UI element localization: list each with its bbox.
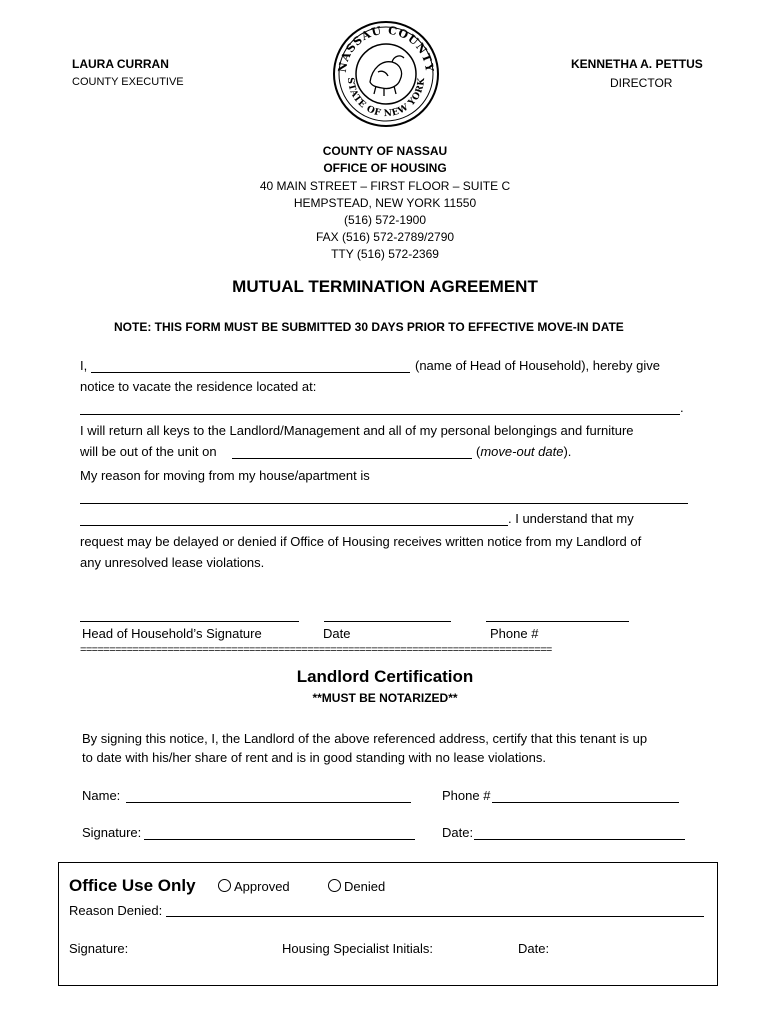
delay-text: request may be delayed or denied if Office of Housing receives written notice from my Landlord of [80, 534, 642, 549]
violations-text: any unresolved lease violations. [80, 555, 265, 570]
executive-title: COUNTY EXECUTIVE [72, 76, 184, 88]
reason-denied-label: Reason Denied: [69, 903, 163, 918]
county-seal [332, 20, 440, 128]
city-address: HEMPSTEAD, NEW YORK 11550 [293, 196, 477, 210]
landlord-phone-field[interactable] [492, 802, 679, 803]
denied-option[interactable]: Denied [328, 879, 385, 894]
tty-number: TTY (516) 572-2369 [331, 247, 439, 261]
form-title: MUTUAL TERMINATION AGREEMENT [232, 277, 538, 296]
office-signature-label: Signature: [69, 941, 129, 956]
reason-denied-field[interactable] [166, 916, 704, 917]
landlord-signature-label: Signature: [82, 825, 142, 840]
move-out-date-field[interactable] [232, 458, 472, 459]
landlord-para-2: to date with his/her share of rent and is in good standing with no lease violations. [82, 750, 546, 765]
landlord-name-field[interactable] [126, 802, 411, 803]
landlord-signature-field[interactable] [144, 839, 415, 840]
director-name: KENNETHA A. PETTUS [571, 57, 703, 71]
move-out-prefix: will be out of the unit on [80, 444, 217, 459]
hoh-suffix: (name of Head of Household), hereby give [415, 358, 660, 373]
office-date-label: Date: [518, 941, 550, 956]
svg-text:NASSAU COUNTY: NASSAU COUNTY [335, 23, 437, 74]
move-out-label: (move-out date). [476, 444, 572, 459]
keys-text: I will return all keys to the Landlord/Management and all of my personal belongings and furniture [80, 423, 634, 438]
county-name: COUNTY OF NASSAU [322, 144, 448, 158]
form-note: NOTE: THIS FORM MUST BE SUBMITTED 30 DAYS PRIOR TO EFFECTIVE MOVE-IN DATE [114, 320, 624, 334]
landlord-date-field[interactable] [474, 839, 685, 840]
i-prefix: I, [80, 358, 88, 373]
denied-radio-icon[interactable] [328, 879, 341, 892]
approved-option[interactable]: Approved [218, 879, 290, 894]
landlord-date-label: Date: [442, 825, 474, 840]
office-name: OFFICE OF HOUSING [323, 161, 447, 175]
office-use-title: Office Use Only [69, 876, 196, 895]
landlord-title: Landlord Certification [296, 667, 474, 686]
landlord-name-label: Name: [82, 788, 121, 803]
svg-text:STATE OF NEW YORK: STATE OF NEW YORK [344, 76, 428, 120]
notice-text: notice to vacate the residence located at: [80, 379, 317, 394]
street-address: 40 MAIN STREET – FIRST FLOOR – SUITE C [259, 179, 511, 193]
reason-field-line2[interactable] [80, 525, 508, 526]
landlord-phone-label: Phone # [442, 788, 491, 803]
landlord-para-1: By signing this notice, I, the Landlord of the above referenced address, certify that this tenant is up [82, 731, 648, 746]
separator: ================================================================================= [80, 644, 552, 656]
hoh-signature-label: Head of Household’s Signature [82, 626, 262, 641]
fax-number: FAX (516) 572-2789/2790 [315, 230, 455, 244]
reason-field-line1[interactable] [80, 503, 688, 504]
director-title: DIRECTOR [610, 76, 673, 90]
notarized-note: **MUST BE NOTARIZED** [312, 691, 458, 705]
residence-field[interactable] [80, 414, 680, 415]
reason-text: My reason for moving from my house/apartment is [80, 468, 370, 483]
hoh-name-field[interactable] [91, 372, 410, 373]
hoh-phone-field[interactable] [486, 621, 629, 622]
period: . [680, 400, 684, 415]
hoh-date-field[interactable] [324, 621, 451, 622]
hoh-date-label: Date [323, 626, 351, 641]
executive-name: LAURA CURRAN [72, 57, 169, 71]
specialist-initials-label: Housing Specialist Initials: [282, 941, 434, 956]
approved-radio-icon[interactable] [218, 879, 231, 892]
hoh-signature-field[interactable] [80, 621, 299, 622]
phone-number: (516) 572-1900 [343, 213, 427, 227]
hoh-phone-label: Phone # [490, 626, 539, 641]
understand-text: . I understand that my [508, 511, 634, 526]
